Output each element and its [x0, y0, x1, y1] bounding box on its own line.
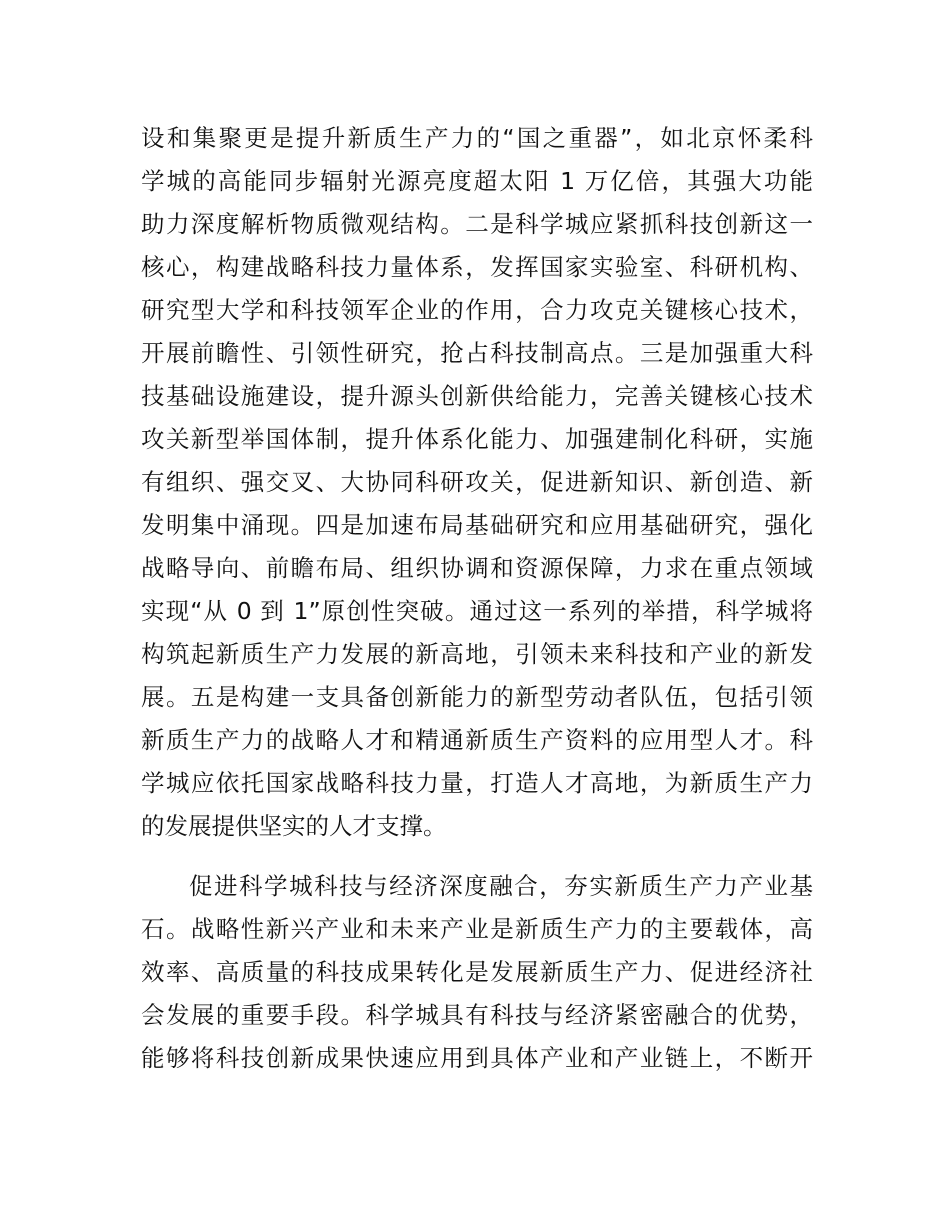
- text-line: 设和集聚更是提升新质生产力的“国之重器”，如北京怀柔科: [141, 124, 813, 152]
- text-line: 有组织、强交叉、大协同科研攻关，促进新知识、新创造、新: [141, 468, 813, 496]
- text-line: 开展前瞻性、引领性研究，抢占科技制高点。三是加强重大科: [141, 339, 813, 367]
- text-line: 实现“从 0 到 1”原创性突破。通过这一系列的举措，科学城将: [141, 597, 813, 625]
- text-line: 研究型大学和科技领军企业的作用，合力攻克关键核心技术，: [141, 296, 813, 324]
- text-line: 助力深度解析物质微观结构。二是科学城应紧抓科技创新这一: [141, 210, 813, 238]
- text-line: 能够将科技创新成果快速应用到具体产业和产业链上，不断开: [141, 1044, 813, 1072]
- text-line: 新质生产力的战略人才和精通新质生产资料的应用型人才。科: [141, 726, 813, 754]
- text-line: 核心，构建战略科技力量体系，发挥国家实验室、科研机构、: [141, 253, 813, 281]
- text-line: 促进科学城科技与经济深度融合，夯实新质生产力产业基: [189, 872, 813, 900]
- text-line: 会发展的重要手段。科学城具有科技与经济紧密融合的优势，: [141, 1001, 813, 1029]
- text-line: 发明集中涌现。四是加速布局基础研究和应用基础研究，强化: [141, 511, 813, 539]
- text-line: 学城应依托国家战略科技力量，打造人才高地，为新质生产力: [141, 769, 813, 797]
- text-line: 石。战略性新兴产业和未来产业是新质生产力的主要载体，高: [141, 915, 813, 943]
- text-line: 技基础设施建设，提升源头创新供给能力，完善关键核心技术: [141, 382, 813, 410]
- text-line: 构筑起新质生产力发展的新高地，引领未来科技和产业的新发: [141, 640, 813, 668]
- text-line: 的发展提供坚实的人才支撑。: [141, 812, 447, 840]
- text-line: 学城的高能同步辐射光源亮度超太阳 1 万亿倍，其强大功能: [141, 167, 813, 195]
- text-line: 效率、高质量的科技成果转化是发展新质生产力、促进经济社: [141, 958, 813, 986]
- text-line: 攻关新型举国体制，提升体系化能力、加强建制化科研，实施: [141, 425, 813, 453]
- text-line: 战略导向、前瞻布局、组织协调和资源保障，力求在重点领域: [141, 554, 813, 582]
- text-line: 展。五是构建一支具备创新能力的新型劳动者队伍，包括引领: [141, 683, 813, 711]
